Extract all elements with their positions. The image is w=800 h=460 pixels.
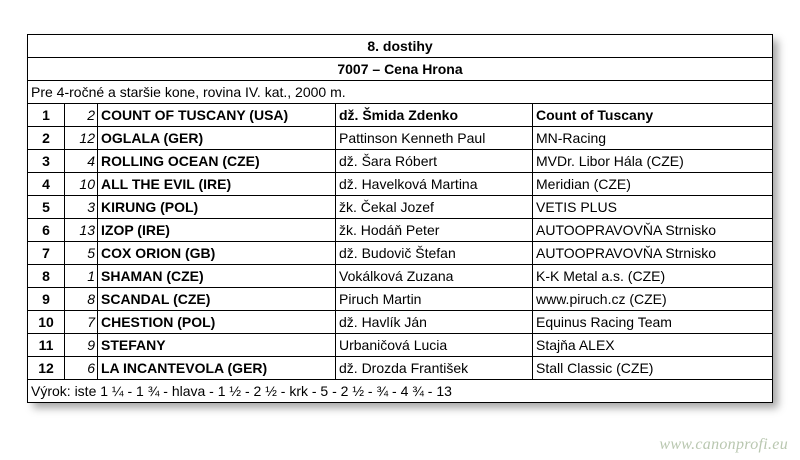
placing: 11 <box>28 334 65 357</box>
verdict-row <box>28 380 773 403</box>
result-row <box>28 127 773 150</box>
jockey-name: dž. Havlík Ján <box>336 311 533 334</box>
start-number: 10 <box>65 173 98 196</box>
placing: 7 <box>28 242 65 265</box>
owner-name: Stajňa ALEX <box>533 334 773 357</box>
start-number: 6 <box>65 357 98 380</box>
horse-name: ALL THE EVIL (IRE) <box>98 173 336 196</box>
horse-name: OGLALA (GER) <box>98 127 336 150</box>
start-number: 2 <box>65 104 98 127</box>
owner-name: K-K Metal a.s. (CZE) <box>533 265 773 288</box>
watermark: www.canonprofi.eu <box>659 436 788 453</box>
result-row <box>28 196 773 219</box>
placing: 2 <box>28 127 65 150</box>
jockey-name: dž. Šmida Zdenko <box>336 104 533 127</box>
horse-name: LA INCANTEVOLA (GER) <box>98 357 336 380</box>
start-number: 9 <box>65 334 98 357</box>
placing: 5 <box>28 196 65 219</box>
jockey-name: žk. Hodáň Peter <box>336 219 533 242</box>
jockey-name: dž. Drozda František <box>336 357 533 380</box>
owner-name: Equinus Racing Team <box>533 311 773 334</box>
result-row <box>28 242 773 265</box>
jockey-name: dž. Budovič Štefan <box>336 242 533 265</box>
start-number: 4 <box>65 150 98 173</box>
start-number: 5 <box>65 242 98 265</box>
result-row <box>28 357 773 380</box>
horse-name: SCANDAL (CZE) <box>98 288 336 311</box>
horse-name: IZOP (IRE) <box>98 219 336 242</box>
jockey-name: Urbaničová Lucia <box>336 334 533 357</box>
owner-name: www.piruch.cz (CZE) <box>533 288 773 311</box>
placing: 8 <box>28 265 65 288</box>
placing: 10 <box>28 311 65 334</box>
jockey-name: Pattinson Kenneth Paul <box>336 127 533 150</box>
race-title-row <box>28 35 773 58</box>
result-row <box>28 334 773 357</box>
start-number: 12 <box>65 127 98 150</box>
horse-name: STEFANY <box>98 334 336 357</box>
jockey-name: Piruch Martin <box>336 288 533 311</box>
horse-name: CHESTION (POL) <box>98 311 336 334</box>
owner-name: Stall Classic (CZE) <box>533 357 773 380</box>
placing: 12 <box>28 357 65 380</box>
owner-name: MN-Racing <box>533 127 773 150</box>
result-row <box>28 173 773 196</box>
start-number: 7 <box>65 311 98 334</box>
start-number: 3 <box>65 196 98 219</box>
placing: 9 <box>28 288 65 311</box>
results-sheet <box>27 34 772 402</box>
owner-name: VETIS PLUS <box>533 196 773 219</box>
placing: 1 <box>28 104 65 127</box>
race-conditions-row <box>28 81 773 104</box>
horse-name: COUNT OF TUSCANY (USA) <box>98 104 336 127</box>
result-row <box>28 288 773 311</box>
horse-name: KIRUNG (POL) <box>98 196 336 219</box>
race-results-table <box>27 34 773 403</box>
start-number: 8 <box>65 288 98 311</box>
owner-name: MVDr. Libor Hála (CZE) <box>533 150 773 173</box>
result-row <box>28 150 773 173</box>
start-number: 1 <box>65 265 98 288</box>
placing: 4 <box>28 173 65 196</box>
owner-name: AUTOOPRAVOVŇA Strnisko <box>533 219 773 242</box>
verdict: Výrok: iste 1 ¼ - 1 ¾ - hlava - 1 ½ - 2 ½ - krk - 5 - 2 ½ - ¾ - 4 ¾ - 13 <box>28 380 773 403</box>
jockey-name: dž. Šara Róbert <box>336 150 533 173</box>
race-subtitle: 7007 – Cena Hrona <box>28 58 773 81</box>
horse-name: COX ORION (GB) <box>98 242 336 265</box>
owner-name: Meridian (CZE) <box>533 173 773 196</box>
result-row <box>28 219 773 242</box>
result-row <box>28 311 773 334</box>
result-row <box>28 104 773 127</box>
horse-name: SHAMAN (CZE) <box>98 265 336 288</box>
start-number: 13 <box>65 219 98 242</box>
placing: 6 <box>28 219 65 242</box>
jockey-name: žk. Čekal Jozef <box>336 196 533 219</box>
jockey-name: dž. Havelková Martina <box>336 173 533 196</box>
owner-name: AUTOOPRAVOVŇA Strnisko <box>533 242 773 265</box>
owner-name: Count of Tuscany <box>533 104 773 127</box>
horse-name: ROLLING OCEAN (CZE) <box>98 150 336 173</box>
race-subtitle-row <box>28 58 773 81</box>
race-title: 8. dostihy <box>28 35 773 58</box>
race-conditions: Pre 4-ročné a staršie kone, rovina IV. kat., 2000 m. <box>28 81 773 104</box>
jockey-name: Vokálková Zuzana <box>336 265 533 288</box>
result-row <box>28 265 773 288</box>
placing: 3 <box>28 150 65 173</box>
